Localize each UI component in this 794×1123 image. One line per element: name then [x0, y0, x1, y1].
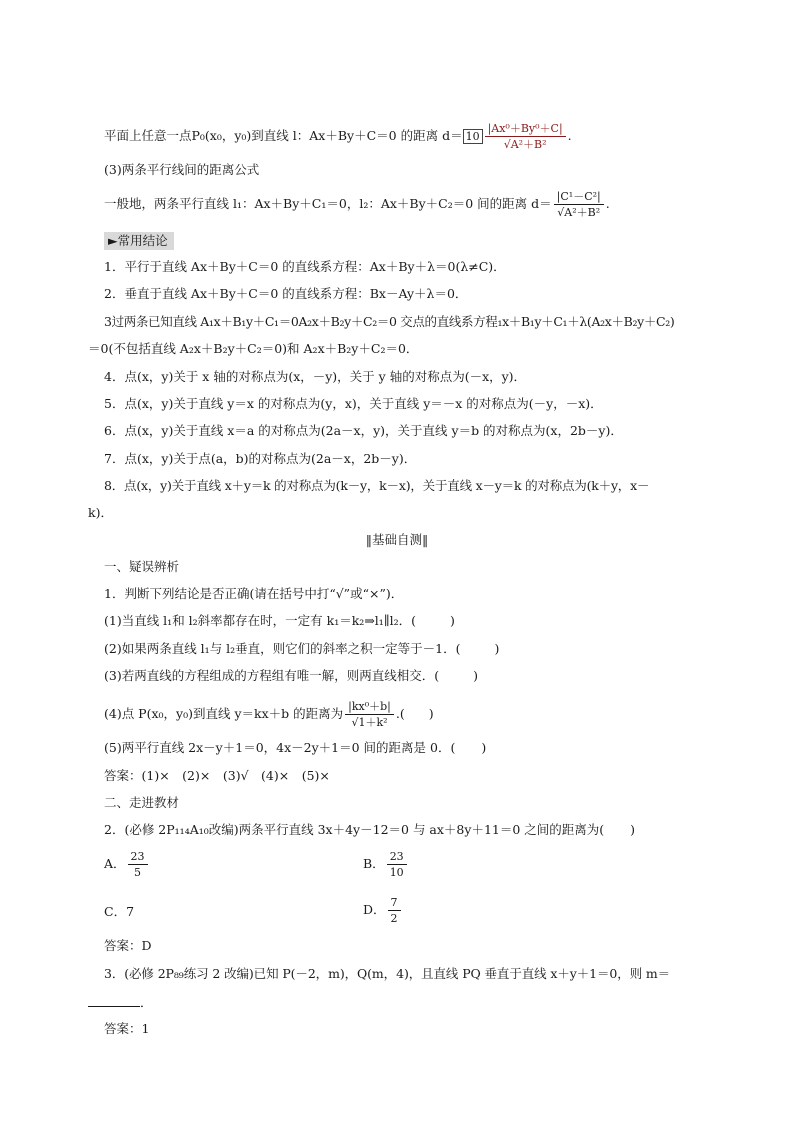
q1-item-5 — [104, 740, 486, 756]
parallel-text: 一般地，两条平行直线 l₁：Ax＋By＋C₁＝0，l₂：Ax＋By＋C₂＝0 间的距离 d＝ — [104, 196, 552, 211]
option-d-numerator: 7 — [388, 896, 401, 911]
option-b — [363, 850, 409, 879]
conclusions-tag: ►常用结论 — [104, 232, 174, 250]
option-a-fraction — [128, 850, 148, 879]
question-1: 1．判断下列结论是否正确(请在括号中打“√”或“×”)． — [104, 586, 404, 601]
option-a-label: A． — [104, 856, 126, 871]
option-b-numerator: 23 — [387, 850, 407, 865]
q1-item-1-text: (1)当直线 l₁和 l₂斜率都存在时，一定有 k₁＝k₂⇒l₁∥l₂．( — [104, 613, 416, 628]
q1-item-4-text: (4)点 P(x₀，y₀)到直线 y＝kx＋b 的距离为 — [104, 706, 344, 721]
conclusion-8-cont: k)． — [88, 505, 113, 520]
distance-fraction — [485, 122, 566, 151]
q1-item-4-post: .( — [395, 706, 405, 721]
parallel-end: . — [605, 196, 610, 211]
q1-item-4-numerator: |kx⁰＋b| — [345, 700, 394, 715]
q1-item-4-fraction — [345, 700, 394, 729]
answer-blank[interactable] — [88, 994, 140, 1007]
option-a — [104, 850, 150, 879]
q3-answer: 答案：1 — [104, 1021, 150, 1036]
conclusion-8: 8．点(x，y)关于直线 x＋y＝k 的对称点为(k－y，k－x)，关于直线 x－y＝k 的对称点为(k＋y，x－ — [104, 478, 650, 493]
distance-denominator: √A²＋B² — [503, 138, 547, 151]
option-d-label: D． — [363, 902, 386, 917]
conclusion-3: 3过两条已知直线 A₁x＋B₁y＋C₁＝0A₂x＋B₂y＋C₂＝0 交点的直线系方程₁x＋B₁y＋C₁＋λ(A₂x＋B₂y＋C₂) — [104, 314, 675, 329]
conclusion-2: 2．垂直于直线 Ax＋By＋C＝0 的直线系方程：Bx－Ay＋λ＝0． — [104, 286, 468, 301]
q1-item-4 — [104, 700, 434, 729]
q1-item-2 — [104, 641, 499, 657]
q1-item-3-text: (3)若两直线的方程组成的方程组有唯一解，则两直线相交．( — [104, 668, 440, 683]
distance-text: 平面上任意一点P₀(x₀，y₀)到直线 l：Ax＋By＋C＝0 的距离 d＝ — [104, 128, 463, 143]
distance-numerator: |Ax⁰＋By⁰＋C| — [485, 122, 566, 137]
distance-end: . — [567, 128, 572, 143]
conclusion-4: 4．点(x，y)关于 x 轴的对称点为(x，－y)，关于 y 轴的对称点为(－x，y)． — [104, 369, 527, 384]
conclusion-5: 5．点(x，y)关于直线 y＝x 的对称点为(y，x)，关于直线 y＝－x 的对称点为(－y，－x)． — [104, 396, 603, 411]
conclusion-3-cont: ＝0(不包括直线 A₂x＋B₂y＋C₂＝0)和 A₂x＋B₂y＋C₂＝0． — [88, 341, 419, 356]
q1-answer: 答案：(1)× (2)× (3)√ (4)× (5)× — [104, 768, 330, 783]
part2-heading: 二、走进教材 — [104, 795, 180, 810]
option-d-denominator: 2 — [390, 912, 398, 925]
parallel-distance — [104, 190, 610, 219]
q1-item-1-close: ) — [449, 613, 455, 628]
option-d-fraction — [388, 896, 401, 925]
option-d — [363, 896, 403, 925]
question-3-end: ． — [140, 995, 153, 1010]
q1-item-3-close: ) — [473, 668, 478, 683]
q1-item-4-denominator: √1＋k² — [351, 716, 388, 729]
q2-answer: 答案：D — [104, 938, 152, 953]
section-title: ‖基础自测‖ — [365, 532, 429, 547]
question-2-text: 2．(必修 2P₁₁₄A₁₀改编)两条平行直线 3x＋4y－12＝0 与 ax＋8y＋11＝0 之间的距离为( — [104, 822, 605, 837]
q1-item-2-close: ) — [494, 641, 500, 656]
q1-item-5-text: (5)两平行直线 2x－y＋1＝0，4x－2y＋1＝0 间的距离是 0．( — [104, 740, 456, 755]
parallel-denominator: √A²＋B² — [557, 206, 601, 219]
parallel-fraction — [554, 190, 604, 219]
point-line-distance — [104, 122, 572, 151]
option-a-denominator: 5 — [134, 866, 142, 879]
option-b-denominator: 10 — [389, 866, 404, 879]
conclusion-1: 1．平行于直线 Ax＋By＋C＝0 的直线系方程：Ax＋By＋λ＝0(λ≠C)． — [104, 259, 506, 274]
part1-heading: 一、疑误辨析 — [104, 559, 180, 574]
q1-item-5-close: ) — [481, 740, 487, 755]
option-b-fraction — [387, 850, 407, 879]
conclusion-6: 6．点(x，y)关于直线 x＝a 的对称点为(2a－x，y)，关于直线 y＝b 的对称点为(x，2b－y)． — [104, 423, 623, 438]
q1-item-2-text: (2)如果两条直线 l₁与 l₂垂直，则它们的斜率之积一定等于－1．( — [104, 641, 461, 656]
parallel-numerator: |C¹－C²| — [554, 190, 604, 205]
option-c: C．7 — [104, 904, 135, 919]
option-b-label: B． — [363, 856, 385, 871]
q1-item-1 — [104, 613, 455, 629]
q1-item-4-close: ) — [428, 706, 434, 721]
question-3-blank-line — [88, 994, 153, 1011]
reference-badge: 10 — [463, 129, 483, 144]
option-a-numerator: 23 — [128, 850, 148, 865]
question-2-close: ) — [630, 822, 636, 837]
q1-item-3 — [104, 668, 478, 684]
question-2 — [104, 822, 635, 838]
conclusion-7: 7．点(x，y)关于点(a，b)的对称点为(2a－x，2b－y)． — [104, 451, 417, 466]
question-3: 3．(必修 2P₈₉练习 2 改编)已知 P(－2，m)，Q(m，4)，且直线 PQ 垂直于直线 x＋y＋1＝0，则 m＝ — [104, 966, 671, 981]
parallel-heading: (3)两条平行线间的距离公式 — [104, 162, 260, 177]
